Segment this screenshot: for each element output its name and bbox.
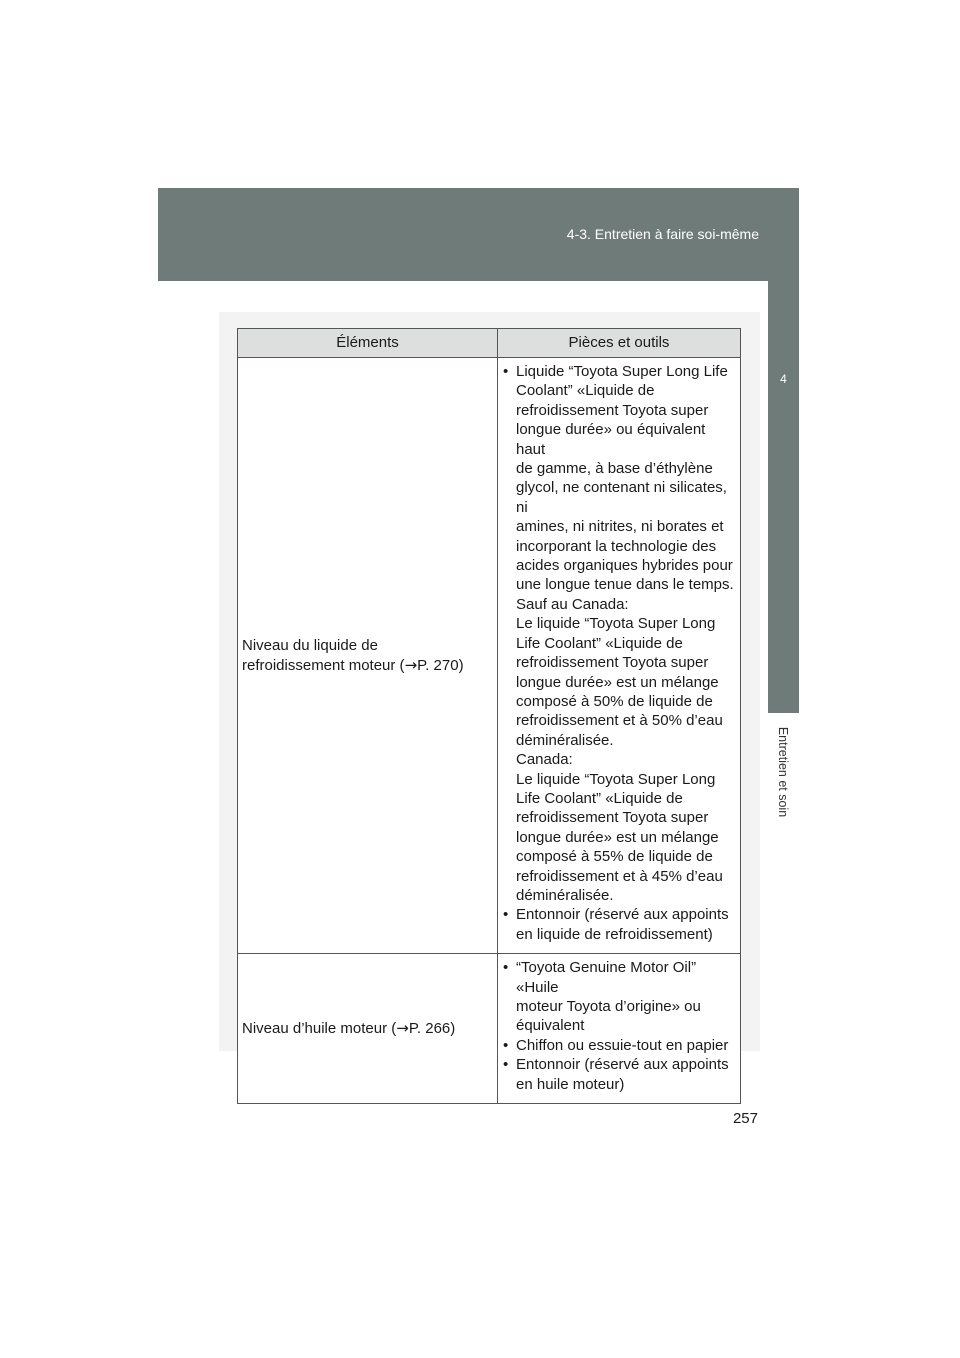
chapter-tab (768, 281, 799, 713)
reference-arrow-icon: → (404, 655, 418, 674)
page-number: 257 (732, 1110, 758, 1127)
header-band (158, 188, 799, 281)
list-item-line: en liquide de refroidissement) (516, 925, 713, 943)
list-item-line: Life Coolant” «Liquide de (516, 789, 683, 807)
content-panel (219, 312, 760, 1093)
list-item-line: • Chiffon ou essuie-tout en papier (516, 1036, 729, 1054)
element-name-text: Niveau d’huile moteur ( (242, 1019, 397, 1037)
element-cell (238, 358, 498, 954)
element-name-line (242, 656, 493, 675)
chapter-tab-rule (798, 281, 799, 713)
list-item-line: longue durée» est un mélange (516, 828, 719, 846)
list-item-line: équivalent (516, 1017, 585, 1035)
list-item-line: Life Coolant” «Liquide de (516, 634, 683, 652)
list-item-line: refroidissement Toyota super (516, 809, 709, 827)
list-item-line: Le liquide “Toyota Super Long (516, 770, 716, 788)
list-item-line: une longue tenue dans le temps. (516, 576, 734, 594)
element-name-text: refroidissement moteur ( (242, 656, 405, 674)
list-item (503, 362, 736, 905)
list-item-line: amines, ni nitrites, ni borates et (516, 518, 724, 536)
list-item-line: incorporant la technologie des (516, 537, 717, 555)
table-header-row (238, 329, 741, 358)
maintenance-items-table (237, 328, 741, 1104)
parts-list (503, 362, 736, 944)
element-cell (238, 954, 498, 1104)
list-item-line: Sauf au Canada: (516, 595, 629, 613)
element-name-line: Niveau du liquide de (242, 637, 378, 655)
list-item-line: • Entonnoir (réservé aux appoints (516, 1056, 729, 1074)
column-header-elements: Éléments (238, 329, 498, 358)
column-header-parts-tools: Pièces et outils (498, 329, 741, 358)
page-reference-link[interactable]: P. 266) (408, 1019, 456, 1037)
list-item-line: Canada: (516, 751, 573, 769)
list-item (503, 905, 736, 944)
chapter-number: 4 (780, 372, 787, 386)
list-item-line: glycol, ne contenant ni silicates, ni (516, 479, 727, 516)
parts-cell (498, 358, 741, 954)
section-title: 4-3. Entretien à faire soi-même (566, 226, 759, 242)
list-item-line: refroidissement Toyota super (516, 654, 709, 672)
list-item-line: déminéralisée. (516, 731, 614, 749)
list-item-line: acides organiques hybrides pour (516, 557, 733, 575)
list-item-line: • Liquide “Toyota Super Long Life (516, 363, 728, 380)
list-item-line: refroidissement et à 45% d’eau (516, 867, 723, 885)
element-name-line (242, 1019, 493, 1038)
list-item-line: composé à 55% de liquide de (516, 848, 713, 866)
reference-arrow-icon: → (396, 1018, 409, 1037)
list-item (503, 1055, 736, 1094)
list-item-line: • Entonnoir (réservé aux appoints (516, 906, 729, 924)
list-item-line: déminéralisée. (516, 886, 614, 904)
list-item-line: refroidissement et à 50% d’eau (516, 712, 723, 730)
list-item-line: en huile moteur) (516, 1075, 625, 1093)
list-item-line: longue durée» ou équivalent haut (516, 421, 706, 458)
list-item-line: de gamme, à base d’éthylène (516, 460, 713, 478)
list-item-line: Coolant” «Liquide de (516, 382, 655, 400)
list-item (503, 958, 736, 1036)
parts-list (503, 958, 736, 1094)
list-item-line: longue durée» est un mélange (516, 673, 719, 691)
list-item (503, 1036, 736, 1055)
chapter-label: Entretien et soin (776, 726, 790, 818)
table-row (238, 358, 741, 954)
list-item-line: Le liquide “Toyota Super Long (516, 615, 716, 633)
list-item-line: moteur Toyota d’origine» ou (516, 998, 701, 1015)
parts-cell (498, 954, 741, 1104)
page-reference-link[interactable]: P. 270) (417, 656, 464, 674)
table-row (238, 954, 741, 1104)
list-item-line: refroidissement Toyota super (516, 401, 709, 419)
list-item-line: • “Toyota Genuine Motor Oil” «Huile (516, 959, 697, 996)
list-item-line: composé à 50% de liquide de (516, 692, 713, 710)
